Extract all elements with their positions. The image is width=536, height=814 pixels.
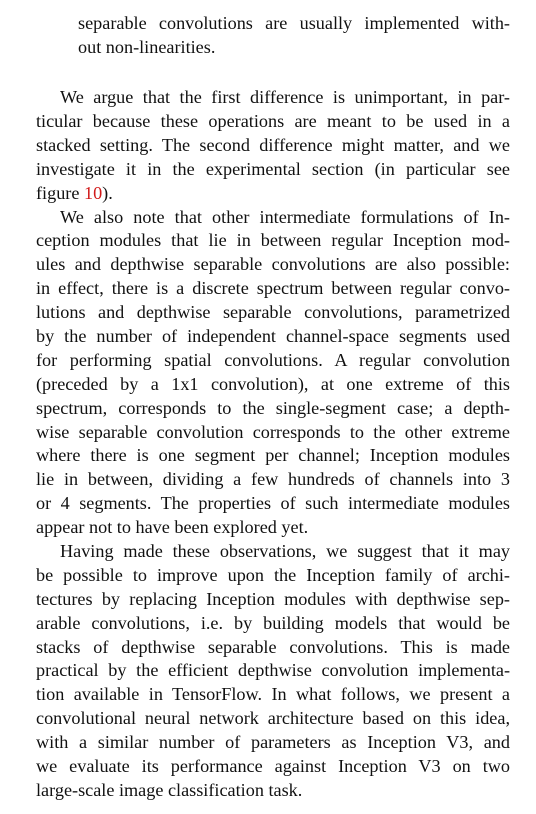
text-line: with a similar number of parameters as Inception V3, and: [36, 732, 510, 753]
text-line: We argue that the first difference is unimportant, in par-: [60, 87, 510, 107]
text-line: for performing spatial convolutions. A regular convolution: [36, 349, 510, 370]
text-line: in effect, there is a discrete spectrum between regular convo-: [36, 278, 510, 299]
text-line: be possible to improve upon the Inception family of archi-: [36, 564, 510, 585]
text-line: ception modules that lie in between regular Inception mod-: [36, 230, 510, 251]
text-line: ules and depthwise separable convolutions are also possible:: [36, 254, 510, 275]
text-line: lie in between, dividing a few hundreds of channels into 3: [36, 469, 510, 490]
figure-reference-link[interactable]: 10: [83, 182, 103, 203]
paragraph-2: [36, 206, 510, 540]
text-line: Having made these observations, we suggest that it may: [60, 541, 510, 561]
text-line: ticular because these operations are meant to be used in a: [36, 110, 510, 131]
text-line: out non-linearities.: [78, 36, 216, 57]
text-line: wise separable convolution corresponds to the other extreme: [36, 421, 510, 442]
text-line: we evaluate its performance against Inception V3 on two: [36, 756, 510, 777]
text-line: by the number of independent channel-space segments used: [36, 325, 510, 346]
text-line: stacks of depthwise separable convolutions. This is made: [36, 636, 510, 657]
paragraph-3: [36, 540, 510, 803]
paragraph-1: [36, 86, 510, 205]
text-line: tion available in TensorFlow. In what follows, we present a: [36, 684, 510, 705]
text-line: arable convolutions, i.e. by building models that would be: [36, 612, 510, 633]
text-line: separable convolutions are usually implemented with-: [78, 13, 510, 33]
list-item-continuation: [78, 12, 510, 60]
text-line-with-reference: [36, 182, 510, 206]
text-line: practical by the efficient depthwise convolution implementa-: [36, 660, 510, 681]
text-line: stacked setting. The second difference might matter, and we: [36, 134, 510, 155]
text-line: where there is one segment per channel; Inception modules: [36, 445, 510, 466]
text-fragment: ).: [102, 182, 113, 203]
text-line: investigate it in the experimental section (in particular see: [36, 158, 510, 179]
text-line: (preceded by a 1x1 convolution), at one extreme of this: [36, 373, 510, 394]
text-line: lutions and depthwise separable convolutions, parametrized: [36, 302, 510, 323]
text-line: large-scale image classification task.: [36, 779, 303, 800]
text-line: tectures by replacing Inception modules with depthwise sep-: [36, 588, 510, 609]
text-line: appear not to have been explored yet.: [36, 517, 309, 538]
text-line: We also note that other intermediate formulations of In-: [60, 206, 510, 227]
text-line: or 4 segments. The properties of such intermediate modules: [36, 493, 510, 514]
text-line: spectrum, corresponds to the single-segment case; a depth-: [36, 397, 510, 418]
text-fragment: figure: [36, 182, 84, 203]
text-line: convolutional neural network architecture based on this idea,: [36, 708, 510, 729]
